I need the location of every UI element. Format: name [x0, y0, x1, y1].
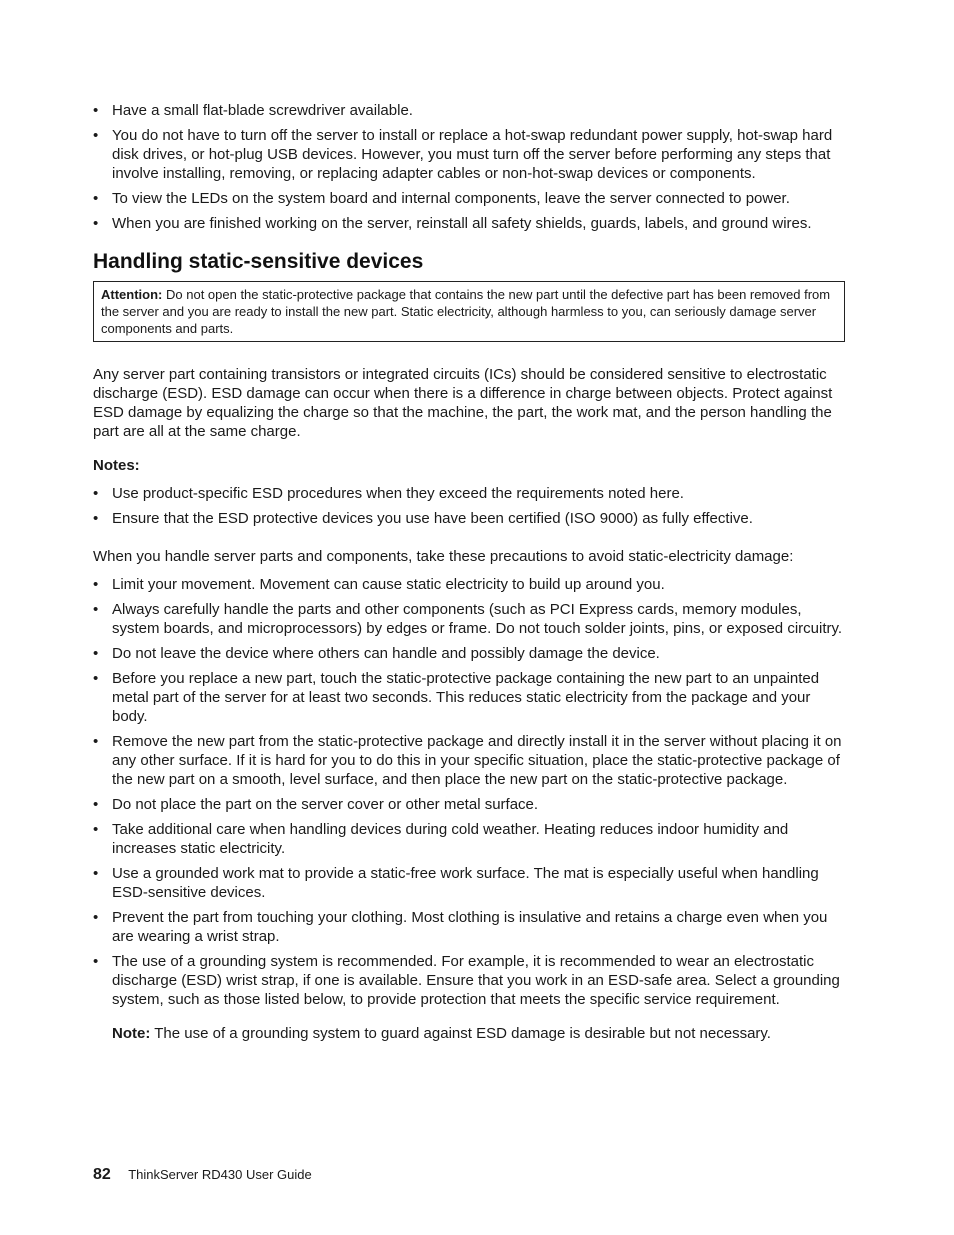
bullet-glyph: • — [93, 953, 99, 970]
spacer — [93, 534, 845, 547]
list-item — [93, 101, 845, 120]
list-item — [93, 795, 845, 814]
list-item-text: When you are finished working on the server, reinstall all safety shields, guards, labels, and ground wires. — [112, 215, 812, 232]
list-item — [93, 484, 845, 503]
list-item-text: The use of a grounding system is recommended. For example, it is recommended to wear an electrostatic discharge (ESD) wrist strap, if one is available. Ensure that you work in an ESD-safe area. Select a grounding system, such as those listed below, to provide protection that meets the specific service requirement. — [112, 953, 840, 1008]
list-item-text: Take additional care when handling devices during cold weather. Heating reduces indoor humidity and increases static electricity. — [112, 821, 789, 857]
notes-list — [93, 484, 845, 528]
bullet-glyph: • — [93, 796, 99, 813]
list-item-text: Before you replace a new part, touch the static-protective package containing the new part to an unpainted metal part of the server for at least two seconds. This reduces static electricity from the package and your body. — [112, 670, 820, 725]
page-content — [93, 101, 845, 1043]
notes-label: Notes: — [93, 457, 140, 474]
guide-title: ThinkServer RD430 User Guide — [128, 1167, 312, 1182]
list-item — [93, 126, 845, 183]
list-item-text: Remove the new part from the static-protective package and directly install it in the server without placing it on any other surface. If it is hard for you to do this in your specific situation, place the static-protective package of the new part on a smooth, level surface, and then place the new part on the static-protective package. — [112, 733, 842, 788]
bullet-glyph: • — [93, 909, 99, 926]
precautions-list — [93, 575, 845, 1009]
bullet-glyph: • — [93, 510, 99, 527]
list-item-text: To view the LEDs on the system board and internal components, leave the server connected to power. — [112, 190, 790, 207]
final-note-label: Note: — [112, 1025, 151, 1042]
bullet-glyph: • — [93, 102, 99, 119]
list-item — [93, 575, 845, 594]
list-item — [93, 732, 845, 789]
list-item — [93, 509, 845, 528]
list-item — [93, 908, 845, 946]
intro-paragraph: Any server part containing transistors or integrated circuits (ICs) should be considered sensitive to electrostatic discharge (ESD). ESD damage can occur when there is a difference in charge between objects. Protect against ESD damage by equalizing the charge so that the machine, the part, the work mat, and the person handling the part are all at the same charge. — [93, 366, 833, 440]
bullet-glyph: • — [93, 576, 99, 593]
top-bullet-list — [93, 101, 845, 233]
precautions-intro: When you handle server parts and components, take these precautions to avoid static-electricity damage: — [93, 548, 794, 565]
list-item — [93, 952, 845, 1009]
bullet-glyph: • — [93, 601, 99, 618]
bullet-glyph: • — [93, 865, 99, 882]
bullet-glyph: • — [93, 485, 99, 502]
list-item — [93, 864, 845, 902]
bullet-glyph: • — [93, 127, 99, 144]
attention-label: Attention: — [101, 287, 163, 302]
bullet-glyph: • — [93, 190, 99, 207]
list-item-text: You do not have to turn off the server to install or replace a hot-swap redundant power supply, hot-swap hard disk drives, or hot-plug USB devices. However, you must turn off the server before performing any steps that involve installing, removing, or replacing adapter cables or non-hot-swap devices or components. — [112, 127, 833, 182]
final-note — [112, 1024, 845, 1043]
bullet-glyph: • — [93, 821, 99, 838]
bullet-glyph: • — [93, 215, 99, 232]
bullet-glyph: • — [93, 733, 99, 750]
section-heading: Handling static-sensitive devices — [93, 250, 424, 273]
list-item-text: Have a small flat-blade screwdriver available. — [112, 102, 413, 119]
list-item — [93, 189, 845, 208]
page-number: 82 — [93, 1166, 111, 1183]
bullet-glyph: • — [93, 645, 99, 662]
list-item — [93, 644, 845, 663]
list-item-text: Prevent the part from touching your clothing. Most clothing is insulative and retains a charge even when you are wearing a wrist strap. — [112, 909, 828, 945]
list-item — [93, 214, 845, 233]
list-item-text: Limit your movement. Movement can cause static electricity to build up around you. — [112, 576, 665, 593]
final-note-text: The use of a grounding system to guard against ESD damage is desirable but not necessary. — [154, 1025, 771, 1042]
attention-text: Do not open the static-protective package that contains the new part until the defective part has been removed from the server and you are ready to install the new part. Static electricity, although harmless to you, can seriously damage server components and parts. — [101, 287, 831, 336]
list-item-text: Do not place the part on the server cover or other metal surface. — [112, 796, 539, 813]
list-item-text: Always carefully handle the parts and other components (such as PCI Express cards, memory modules, system boards, and microprocessors) by edges or frame. Do not touch solder joints, pins, or exposed circuitry. — [112, 601, 843, 637]
list-item — [93, 600, 845, 638]
attention-box — [93, 281, 845, 342]
list-item-text: Use product-specific ESD procedures when they exceed the requirements noted here. — [112, 485, 684, 502]
list-item — [93, 820, 845, 858]
page-footer — [93, 1165, 312, 1185]
list-item-text: Use a grounded work mat to provide a static-free work surface. The mat is especially useful when handling ESD-sensitive devices. — [112, 865, 819, 901]
list-item-text: Do not leave the device where others can handle and possibly damage the device. — [112, 645, 660, 662]
bullet-glyph: • — [93, 670, 99, 687]
list-item-text: Ensure that the ESD protective devices you use have been certified (ISO 9000) as fully effective. — [112, 510, 753, 527]
list-item — [93, 669, 845, 726]
